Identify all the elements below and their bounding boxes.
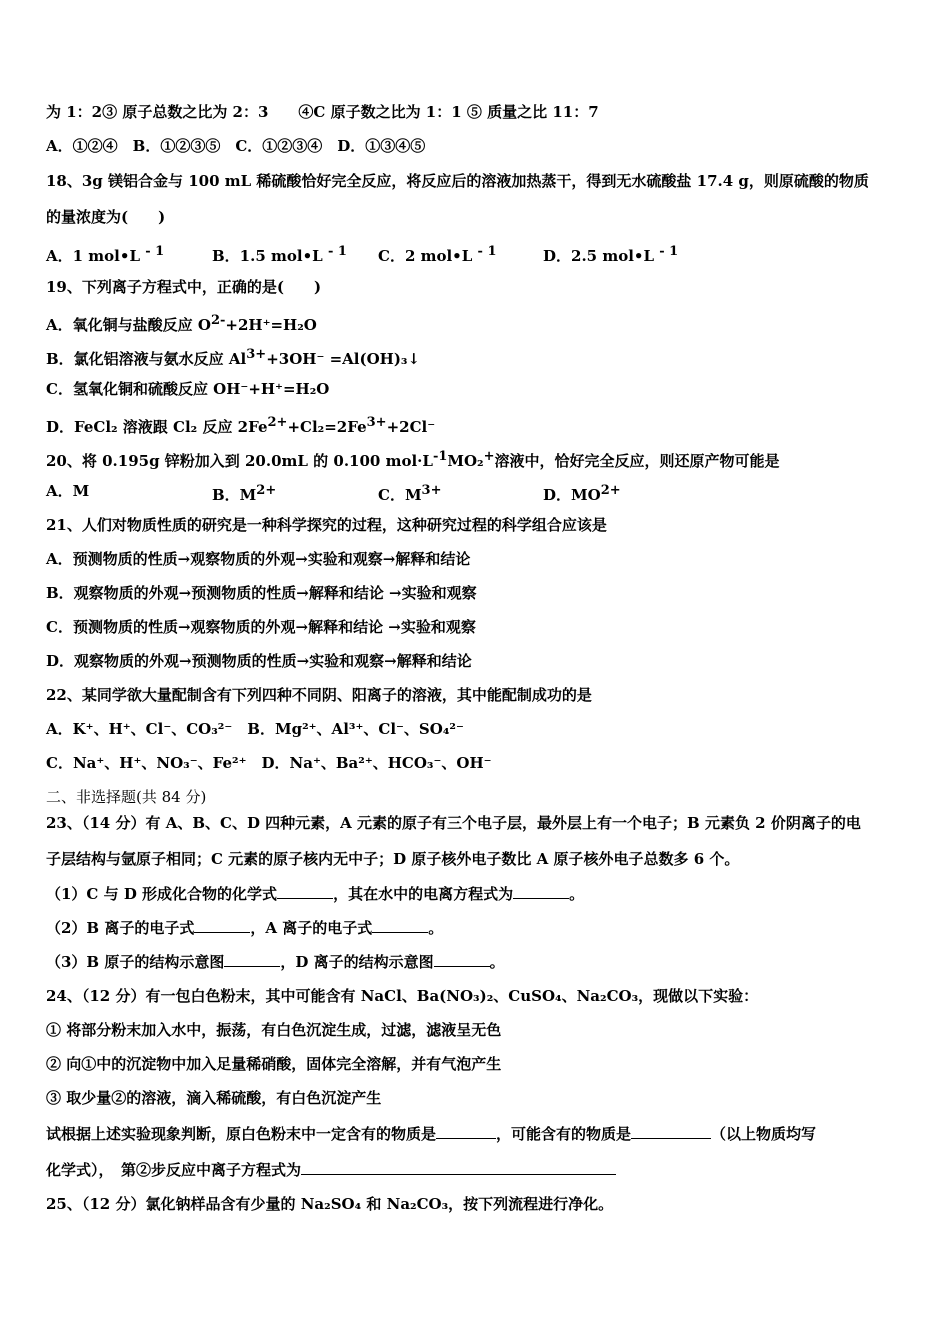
question-24-ask-cont: 化学式）， 第②步反应中离子方程式为 <box>46 1160 616 1180</box>
option-c[interactable]: C．预测物质的性质→观察物质的外观→解释和结论 →实验和观察 <box>46 618 476 636</box>
experiment-step-2: ② 向①中的沉淀物中加入足量稀硝酸，固体完全溶解，并有气泡产生 <box>46 1055 502 1073</box>
question-19: 19、下列离子方程式中，正确的是( ) <box>46 278 322 296</box>
option-b[interactable]: B．观察物质的外观→预测物质的性质→解释和结论 →实验和观察 <box>46 584 477 602</box>
answer-blank[interactable] <box>301 1160 616 1175</box>
option-a[interactable]: A．氧化铜与盐酸反应 $O^{2-}+2H^+=H_2O$ <box>46 313 317 334</box>
question-18-cont: 的量浓度为( ) <box>46 208 166 226</box>
answer-blank[interactable] <box>224 952 280 967</box>
option-d[interactable]: D．2.5 mol•L $^{- 1}$ <box>543 244 679 265</box>
option-c[interactable]: C．$M^{3+}$ <box>378 483 442 504</box>
answer-blank[interactable] <box>436 1124 496 1139</box>
answer-options: A．①②④ B．①②③⑤ C．①②③④ D．①③④⑤ <box>46 137 426 155</box>
option-b[interactable]: B．1.5 mol•L $^{- 1}$ <box>212 244 347 265</box>
option-c[interactable]: C．氢氧化铜和硫酸反应 OH⁻+H⁺=H₂O <box>46 380 330 398</box>
question-23-part-3: （3）B 原子的结构示意图 ，D 离子的结构示意图 。 <box>46 953 505 971</box>
question-24-ask: 试根据上述实验现象判断，原白色粉末中一定含有的物质是 ，可能含有的物质是 （以上物质均写 <box>46 1125 817 1143</box>
experiment-step-1: ① 将部分粉末加入水中，振荡，有白色沉淀生成，过滤，滤液呈无色 <box>46 1021 502 1039</box>
question-25: 25、（12 分）氯化钠样品含有少量的 Na₂SO₄ 和 Na₂CO₃，按下列流程进行净化。 <box>46 1195 614 1213</box>
question-21: 21、人们对物质性质的研究是一种科学探究的过程，这种研究过程的科学组合应该是 <box>46 516 607 534</box>
option-d[interactable]: D．FeCl₂ 溶液跟 Cl₂ 反应 $2Fe^{2+}+Cl_2=2Fe^{3+}+2Cl^-$ <box>46 415 436 436</box>
options-cd[interactable]: C．Na⁺、H⁺、NO₃⁻、Fe²⁺ D．Na⁺、Ba²⁺、HCO₃⁻、OH⁻ <box>46 754 492 772</box>
answer-blank[interactable] <box>513 884 569 899</box>
question-23: 23、（14 分）有 A、B、C、D 四种元素，A 元素的原子有三个电子层，最外层上有一个电子；B 元素负 2 价阴离子的电 <box>46 814 861 832</box>
answer-blank[interactable] <box>277 884 333 899</box>
question-23-cont: 子层结构与氩原子相同；C 元素的原子核内无中子；D 原子核外电子数比 A 原子核外电子总数多 6 个。 <box>46 850 740 868</box>
option-d[interactable]: D．观察物质的外观→预测物质的性质→实验和观察→解释和结论 <box>46 652 472 670</box>
question-18: 18、3g 镁铝合金与 100 mL 稀硫酸恰好完全反应，将反应后的溶液加热蒸干，得到无水硫酸盐 17.4 g，则原硫酸的物质 <box>46 172 869 190</box>
question-22: 22、某同学欲大量配制含有下列四种不同阴、阳离子的溶液，其中能配制成功的是 <box>46 686 592 704</box>
answer-blank[interactable] <box>372 918 428 933</box>
option-c[interactable]: C．2 mol•L $^{- 1}$ <box>378 244 497 265</box>
option-b[interactable]: B．$M^{2+}$ <box>212 483 277 504</box>
answer-blank[interactable] <box>631 1124 711 1139</box>
answer-blank[interactable] <box>194 918 250 933</box>
question-23-part-2: （2）B 离子的电子式 ，A 离子的电子式 。 <box>46 919 444 937</box>
question-24: 24、（12 分）有一包白色粉末，其中可能含有 NaCl、Ba(NO₃)₂、CuSO₄、Na₂CO₃，现做以下实验： <box>46 987 759 1005</box>
option-d[interactable]: D．$MO^{2+}$ <box>543 483 621 504</box>
text-line: 为 1：2③ 原子总数之比为 2：3 ④C 原子数之比为 1：1 ⑤ 质量之比 11：7 <box>46 103 599 121</box>
section-heading: 二、非选择题(共 84 分) <box>46 788 207 806</box>
experiment-step-3: ③ 取少量②的溶液，滴入稀硫酸，有白色沉淀产生 <box>46 1089 382 1107</box>
option-a[interactable]: A．M <box>46 482 90 500</box>
option-a[interactable]: A．预测物质的性质→观察物质的外观→实验和观察→解释和结论 <box>46 550 471 568</box>
option-b[interactable]: B．氯化铝溶液与氨水反应 $Al^{3+}+3OH^-$ =Al(OH)₃↓ <box>46 347 421 368</box>
question-20: 20、将 0.195g 锌粉加入到 20.0mL 的 0.100 $mol\cdot L^{-1}MO_2^+$溶液中，恰好完全反应，则还原产物可能是 <box>46 449 780 470</box>
options-ab[interactable]: A．K⁺、H⁺、Cl⁻、CO₃²⁻ B．Mg²⁺、Al³⁺、Cl⁻、SO₄²⁻ <box>46 720 464 738</box>
option-a[interactable]: A．1 mol•L $^{- 1}$ <box>46 244 165 265</box>
question-23-part-1: （1）C 与 D 形成化合物的化学式 ，其在水中的电离方程式为 。 <box>46 885 585 903</box>
answer-blank[interactable] <box>434 952 490 967</box>
